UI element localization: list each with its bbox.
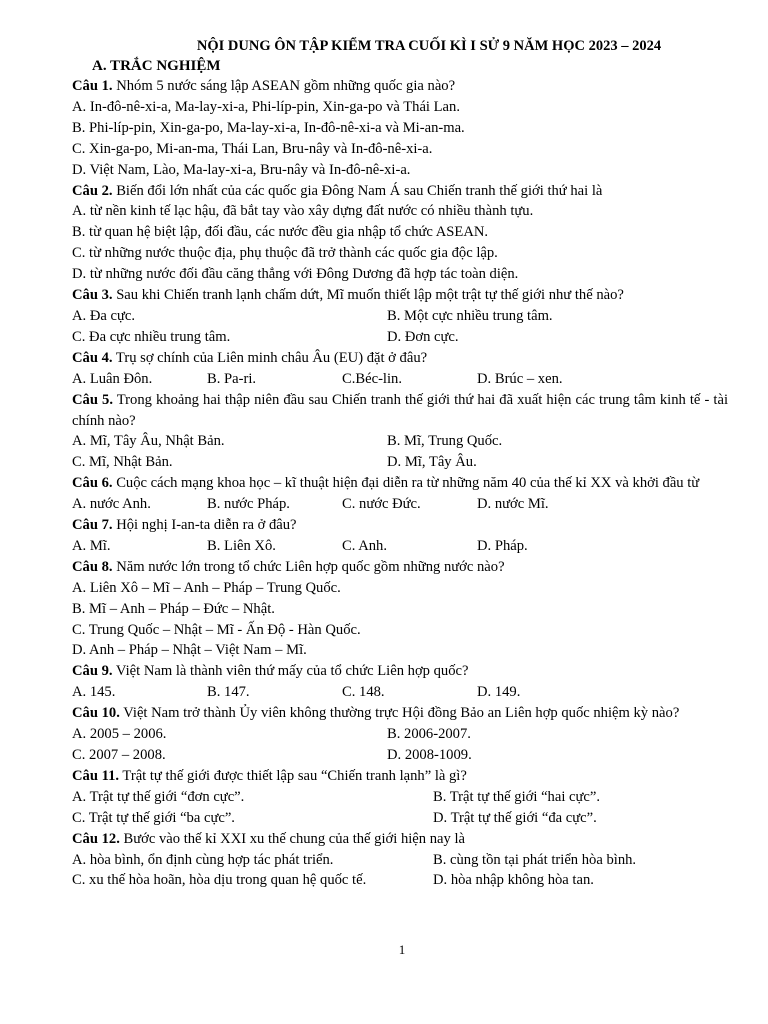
question-10: [72, 703, 728, 724]
question-2: [72, 181, 728, 202]
question-number: Câu 5.: [72, 391, 113, 408]
option-5c: C. Mĩ, Nhật Bản.: [72, 454, 173, 471]
question-6: [72, 473, 728, 494]
option-7d: D. Pháp.: [477, 537, 528, 554]
option-7b: B. Liên Xô.: [207, 537, 276, 554]
document-title: NỘI DUNG ÔN TẬP KIỂM TRA CUỐI KÌ I SỬ 9 NĂM HỌC 2023 – 2024: [196, 38, 662, 54]
option-9b: B. 147.: [207, 684, 250, 701]
question-12: [72, 829, 728, 850]
option-11d: D. Trật tự thế giới “đa cực”.: [433, 809, 597, 826]
option-11c: C. Trật tự thế giới “ba cực”.: [72, 809, 235, 826]
option-3d: D. Đơn cực.: [387, 328, 459, 345]
option-10a: A. 2005 – 2006.: [72, 726, 167, 743]
option-7c: C. Anh.: [342, 537, 388, 554]
options-row: [72, 306, 728, 327]
option-1b: B. Phi-líp-pin, Xin-ga-po, Ma-lay-xi-a, In-đô-nê-xi-a và Mi-an-ma.: [72, 119, 465, 136]
option-8a: A. Liên Xô – Mĩ – Anh – Pháp – Trung Quốc.: [72, 579, 341, 596]
question-number: Câu 12.: [72, 830, 120, 847]
options-row: [72, 724, 728, 745]
section-heading-a: A. TRẮC NGHIỆM: [92, 58, 221, 74]
question-text: Bước vào thế kỉ XXI xu thế chung của thế giới hiện nay là: [119, 830, 465, 847]
option-8d: D. Anh – Pháp – Nhật – Việt Nam – Mĩ.: [72, 642, 307, 659]
option-2a: A. từ nền kinh tế lạc hậu, đã bắt tay vào xây dựng đất nước có nhiều thành tựu.: [72, 203, 534, 220]
options-row: [72, 870, 728, 891]
question-7: [72, 515, 728, 536]
option-2c: C. từ những nước thuộc địa, phụ thuộc đã trở thành các quốc gia độc lập.: [72, 245, 498, 262]
option-2b: B. từ quan hệ biệt lập, đối đầu, các nước đều gia nhập tổ chức ASEAN.: [72, 224, 489, 241]
option-1c: C. Xin-ga-po, Mi-an-ma, Thái Lan, Bru-nây và In-đô-nê-xi-a.: [72, 140, 433, 157]
question-text: Trật tự thế giới được thiết lập sau “Chiến tranh lạnh” là gì?: [119, 767, 467, 784]
option-1a: A. In-đô-nê-xi-a, Ma-lay-xi-a, Phi-líp-pin, Xin-ga-po và Thái Lan.: [72, 98, 460, 115]
option-4a: A. Luân Đôn.: [72, 370, 153, 387]
question-text: Biến đổi lớn nhất của các quốc gia Đông Nam Á sau Chiến tranh thế giới thứ hai là: [112, 182, 603, 199]
option-3c: C. Đa cực nhiều trung tâm.: [72, 328, 231, 345]
options-row: [72, 431, 728, 452]
options-row: [72, 452, 728, 473]
question-3: [72, 285, 728, 306]
question-number: Câu 2.: [72, 182, 113, 199]
option-10c: C. 2007 – 2008.: [72, 747, 166, 763]
option-10b: B. 2006-2007.: [387, 726, 471, 743]
question-4: [72, 348, 728, 369]
question-number: Câu 6.: [72, 475, 113, 492]
question-number: Câu 9.: [72, 663, 113, 680]
question-1: [72, 76, 728, 97]
option-4c: C.Béc-lin.: [342, 370, 402, 387]
option-5a: A. Mĩ, Tây Âu, Nhật Bản.: [72, 433, 225, 450]
option-5d: D. Mĩ, Tây Âu.: [387, 454, 477, 471]
question-number: Câu 3.: [72, 287, 113, 304]
question-5: [72, 390, 728, 432]
options-row: [72, 682, 728, 703]
options-row: [72, 850, 728, 871]
option-4b: B. Pa-ri.: [207, 370, 257, 387]
question-11: [72, 766, 728, 787]
option-6d: D. nước Mĩ.: [477, 496, 549, 513]
option-8b: B. Mĩ – Anh – Pháp – Đức – Nhật.: [72, 600, 275, 617]
option-8c: C. Trung Quốc – Nhật – Mĩ - Ấn Độ - Hàn Quốc.: [72, 621, 361, 638]
option-10d: D. 2008-1009.: [387, 747, 472, 763]
options-row: [72, 327, 728, 348]
option-7a: A. Mĩ.: [72, 537, 111, 554]
option-9c: C. 148.: [342, 684, 385, 701]
option-5b: B. Mĩ, Trung Quốc.: [387, 433, 503, 450]
question-text: Sau khi Chiến tranh lạnh chấm dứt, Mĩ muốn thiết lập một trật tự thế giới như thế nào?: [112, 287, 624, 304]
question-text: Nhóm 5 nước sáng lập ASEAN gồm những quốc gia nào?: [112, 78, 456, 94]
options-row: [72, 369, 728, 390]
question-text: Trong khoảng hai thập niên đầu sau Chiến tranh thế giới thứ hai đã xuất hiện các trung tâm kinh tế - tài chính nào?: [72, 391, 728, 429]
option-6b: B. nước Pháp.: [207, 496, 290, 513]
option-9d: D. 149.: [477, 684, 521, 701]
question-number: Câu 10.: [72, 705, 120, 722]
question-number: Câu 1.: [72, 78, 113, 94]
option-3b: B. Một cực nhiều trung tâm.: [387, 307, 553, 324]
option-6c: C. nước Đức.: [342, 496, 421, 513]
page-number: 1: [398, 942, 406, 957]
question-number: Câu 11.: [72, 767, 120, 784]
question-number: Câu 4.: [72, 349, 113, 366]
question-text: Hội nghị I-an-ta diễn ra ở đâu?: [112, 517, 297, 534]
options-row: [72, 808, 728, 829]
option-3a: A. Đa cực.: [72, 307, 136, 324]
option-12d: D. hòa nhập không hòa tan.: [433, 872, 594, 889]
options-row: [72, 494, 728, 515]
question-number: Câu 8.: [72, 558, 113, 575]
option-11a: A. Trật tự thế giới “đơn cực”.: [72, 788, 245, 805]
option-11b: B. Trật tự thế giới “hai cực”.: [433, 788, 601, 805]
options-row: [72, 787, 728, 808]
question-text: Năm nước lớn trong tổ chức Liên hợp quốc gồm những nước nào?: [112, 558, 505, 575]
question-text: Cuộc cách mạng khoa học – kĩ thuật hiện đại diễn ra từ những năm 40 của thế kỉ XX và khởi đầu từ: [112, 475, 700, 492]
question-8: [72, 557, 728, 578]
question-text: Việt Nam là thành viên thứ mấy của tổ chức Liên hợp quốc?: [112, 663, 469, 680]
option-12c: C. xu thế hòa hoãn, hòa dịu trong quan hệ quốc tế.: [72, 872, 367, 889]
option-9a: A. 145.: [72, 684, 116, 701]
option-2d: D. từ những nước đối đầu căng thẳng với Đông Dương đã hợp tác toàn diện.: [72, 266, 519, 283]
options-row: [72, 536, 728, 557]
question-number: Câu 7.: [72, 517, 113, 534]
option-1d: D. Việt Nam, Lào, Ma-lay-xi-a, Bru-nây và In-đô-nê-xi-a.: [72, 161, 411, 178]
options-row: [72, 745, 728, 766]
option-12a: A. hòa bình, ổn định cùng hợp tác phát triển.: [72, 851, 334, 868]
option-12b: B. cùng tồn tại phát triển hòa bình.: [433, 851, 637, 868]
question-text: Trụ sợ chính của Liên minh châu Âu (EU) đặt ở đâu?: [112, 349, 428, 366]
option-4d: D. Brúc – xen.: [477, 370, 563, 387]
question-9: [72, 661, 728, 682]
question-text: Việt Nam trở thành Ủy viên không thường trực Hội đồng Bảo an Liên hợp quốc nhiệm kỳ nào?: [119, 705, 680, 722]
option-6a: A. nước Anh.: [72, 496, 151, 513]
